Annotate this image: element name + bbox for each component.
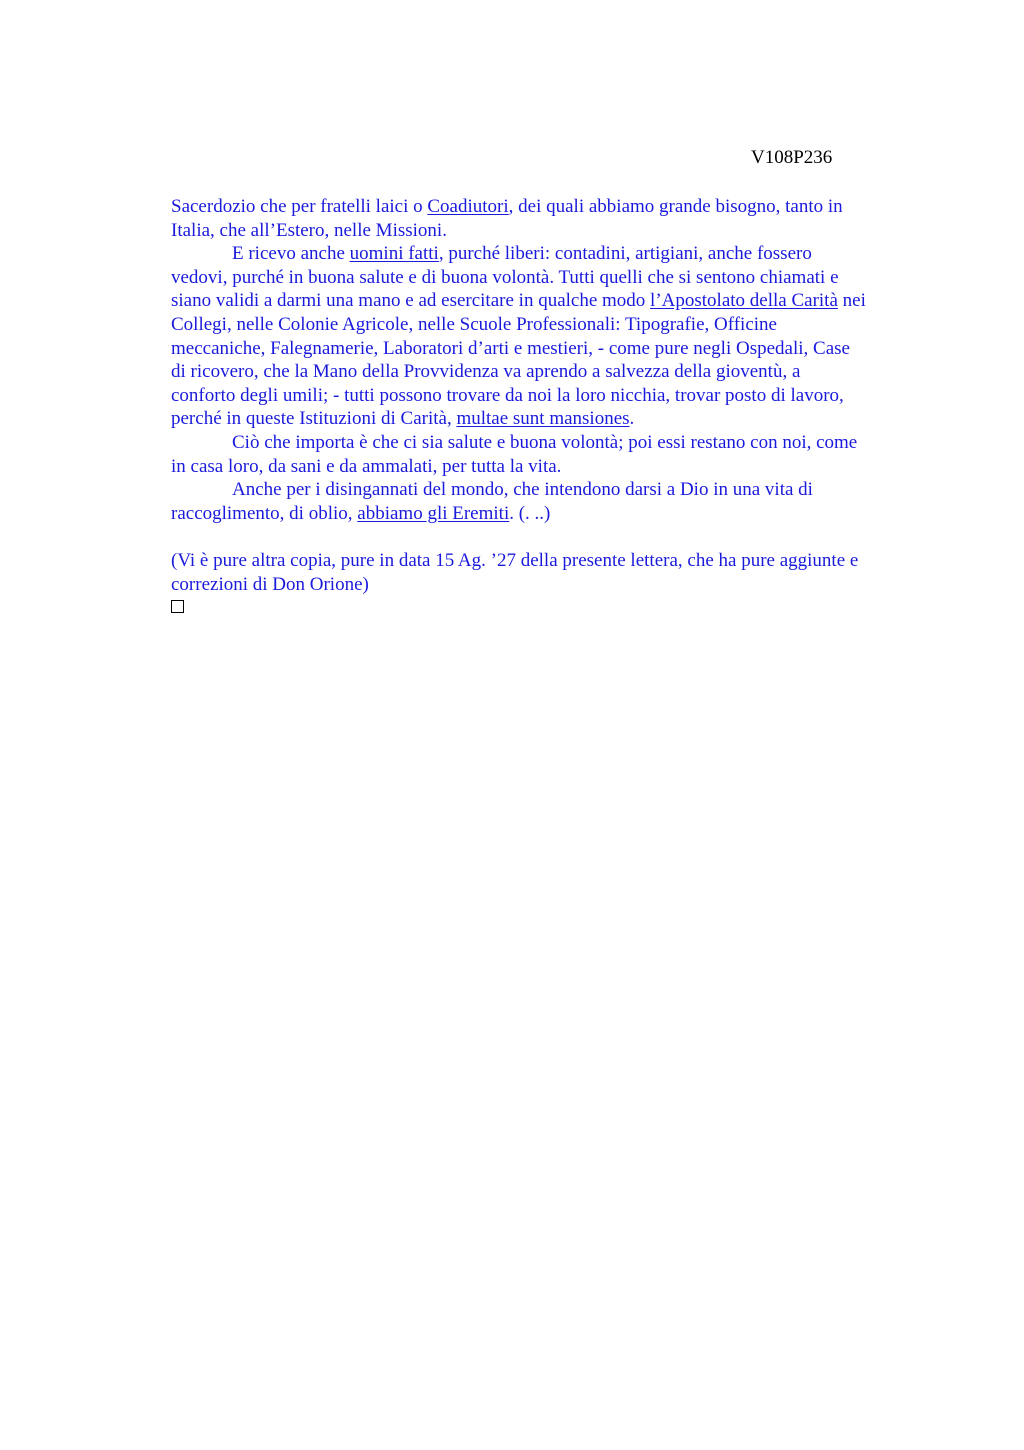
text-run: nei	[837, 290, 866, 312]
page-identifier: V108P236	[751, 147, 833, 168]
paragraph-3-line-2: in casa loro, da sani e da ammalati, per tutta la vita.	[171, 455, 562, 477]
paragraph-4-line-2	[171, 502, 931, 526]
text-run: Sacerdozio che per fratelli laici o	[171, 196, 428, 217]
paragraph-4-line-1: Anche per i disingannati del mondo, che intendono darsi a Dio in una vita di	[232, 479, 813, 501]
paragraph-2-line-4: Collegi, nelle Colonie Agricole, nelle Scuole Professionali: Tipografie, Officine	[171, 313, 777, 335]
text-run: , dei quali abbiamo grande bisogno, tanto in	[508, 196, 843, 217]
text-run: raccoglimento, di oblio,	[171, 502, 358, 524]
underlined-term-eremiti: abbiamo gli Eremiti	[357, 502, 510, 524]
text-run: siano validi a darmi una mano e ad esercitare in qualche modo	[171, 290, 651, 312]
text-run: E ricevo anche	[232, 243, 350, 265]
text-run: .	[629, 408, 635, 430]
paragraph-2-line-6: di ricovero, che la Mano della Provvidenza va aprendo a salvezza della gioventù, a	[171, 361, 801, 383]
underlined-term-apostolato: l’Apostolato della Carità	[650, 290, 838, 312]
underlined-term-uomini-fatti: uomini fatti	[349, 243, 439, 265]
text-run: . (. ..)	[509, 502, 551, 524]
note-line-1: (Vi è pure altra copia, pure in data 15 Ag. ’27 della presente lettera, che ha pure aggiunte e	[171, 549, 859, 571]
paragraph-spacer	[171, 525, 931, 549]
paragraph-2-line-3	[171, 289, 931, 313]
text-run: , purché liberi: contadini, artigiani, anche fossero	[438, 243, 812, 265]
paragraph-2-line-1	[171, 242, 931, 266]
text-run: perché in queste Istituzioni di Carità,	[171, 408, 457, 430]
paragraph-1-line-1	[171, 195, 931, 219]
paragraph-3-line-1: Ciò che importa è che ci sia salute e buona volontà; poi essi restano con noi, come	[232, 431, 858, 453]
paragraph-2-line-8	[171, 407, 931, 431]
letter-body	[171, 195, 931, 613]
underlined-term-multae-sunt-mansiones: multae sunt mansiones	[456, 408, 630, 430]
paragraph-1-line-2: Italia, che all’Estero, nelle Missioni.	[171, 219, 447, 241]
paragraph-2-line-2: vedovi, purché in buona salute e di buona volontà. Tutti quelli che si sentono chiamati e	[171, 266, 839, 288]
end-marker-box-icon	[171, 600, 184, 613]
paragraph-2-line-5: meccaniche, Falegnamerie, Laboratori d’arti e mestieri, - come pure negli Ospedali, Case	[171, 337, 850, 359]
underlined-term-coadiutori: Coadiutori	[427, 196, 509, 217]
note-line-2: correzioni di Don Orione)	[171, 573, 369, 595]
paragraph-2-line-7: conforto degli umili; - tutti possono trovare da noi la loro nicchia, trovar posto di lavoro,	[171, 384, 844, 406]
